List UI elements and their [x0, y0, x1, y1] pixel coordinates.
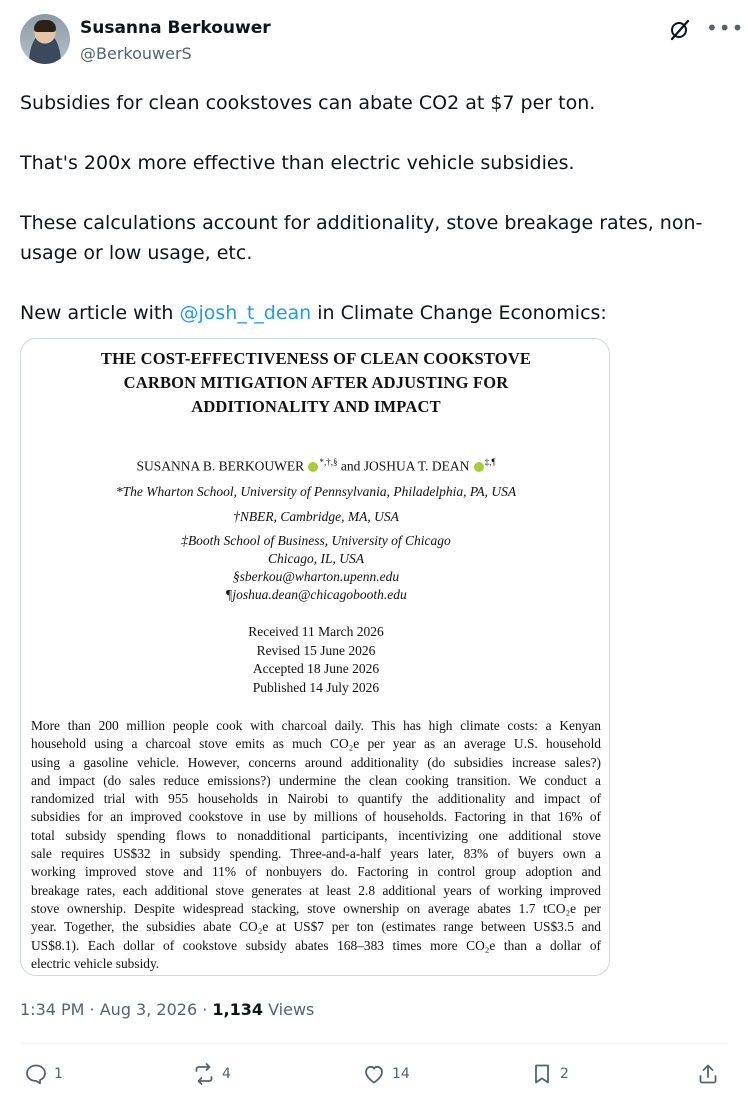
abstract-line: year. Together, the subsidies abate CO₂e at US$7 per ton (estimates range between US$3.5 and [31, 919, 601, 935]
date-published: Published 14 July 2026 [252, 679, 380, 695]
reply-button[interactable] [24, 1058, 63, 1090]
repost-count: 4 [222, 1066, 231, 1082]
avatar[interactable] [20, 14, 70, 64]
paper-and: and [337, 458, 364, 474]
paper-title-line: CARBON MITIGATION AFTER ADJUSTING FOR [123, 373, 509, 392]
email: ¶joshua.dean@chicagobooth.edu [225, 587, 407, 602]
reply-icon [24, 1062, 48, 1086]
abstract-line: randomized trial with 955 households in Nairobi to quantify the additionality and impact of [31, 791, 601, 807]
bookmark-icon [530, 1062, 554, 1086]
views-count: 1,134 [212, 1000, 263, 1019]
bookmark-button[interactable] [530, 1058, 569, 1090]
author-name[interactable]: Susanna Berkouwer [80, 18, 271, 38]
grok-icon[interactable] [668, 18, 692, 42]
like-icon [362, 1062, 386, 1086]
like-button[interactable] [362, 1058, 410, 1090]
affiliation: *The Wharton School, University of Pennsylvania, Philadelphia, PA, USA [115, 484, 517, 499]
email: §sberkou@wharton.upenn.edu [232, 569, 400, 584]
paper-dates [21, 623, 610, 697]
repost-button[interactable] [192, 1058, 231, 1090]
tweet-header [20, 14, 745, 66]
tweet-meta [20, 1000, 314, 1019]
abstract-line: stove ownership. Despite widespread stacking, stove ownership on average abates 1.7 tCO₂e per [31, 900, 601, 916]
author-handle[interactable]: @BerkouwerS [80, 44, 192, 63]
tweet-line: Subsidies for clean cookstoves can abate CO2 at $7 per ton. [20, 92, 596, 114]
date-received: Received 11 March 2026 [248, 624, 384, 639]
abstract-line: US$8.1). Each dollar of cookstove subsidy abates 168–383 times more CO₂e than a dollar of [31, 937, 601, 953]
paper-author: SUSANNA B. BERKOUWER [136, 458, 305, 474]
more-icon[interactable]: ••• [706, 16, 745, 40]
paper-abstract [31, 717, 601, 973]
affiliation: Chicago, IL, USA [268, 551, 364, 566]
action-bar [20, 1058, 728, 1090]
abstract-line: household using a charcoal stove emits as much CO₂e per year as an average U.S. household [31, 736, 601, 752]
views-label: Views [263, 1000, 315, 1019]
bookmark-count: 2 [560, 1066, 569, 1082]
abstract-line: sale requires US$32 in subsidy spending. Three-and-a-half years later, 83% of buyers own a [31, 846, 601, 862]
timestamp[interactable]: 1:34 PM · Aug 3, 2026 · [20, 1000, 213, 1019]
author-marks: ‡,¶ [484, 457, 496, 467]
paper-title-line: ADDITIONALITY AND IMPACT [191, 397, 441, 416]
orcid-icon [474, 462, 484, 472]
tweet-line: These calculations account for additionality, stove breakage rates, non- [20, 212, 703, 234]
paper-title [21, 347, 610, 419]
divider [20, 1043, 728, 1044]
abstract-line: breakage rates, each additional stove generates at least 2.8 additional years of working improved [31, 882, 601, 898]
tweet-line [20, 298, 720, 328]
reply-count: 1 [54, 1066, 63, 1082]
paper-author: JOSHUA T. DEAN [363, 458, 470, 474]
repost-icon [192, 1062, 216, 1086]
tweet-text [20, 88, 720, 328]
abstract-line: using a gasoline vehicle. However, concerns around additionality (do subsidies increase sales?) [31, 754, 601, 770]
date-revised: Revised 15 June 2026 [256, 642, 376, 658]
abstract-line: subsidies for an improved cookstove in use by millions of households. Factoring in that 16% of [31, 809, 601, 825]
abstract-line: working improved stove and 11% of nonbuyers do. Factoring in control group adoption and [31, 864, 601, 880]
affiliation: ‡Booth School of Business, University of Chicago [181, 533, 451, 548]
paper-authors [21, 457, 610, 475]
abstract-line: electric vehicle subsidy. [31, 955, 160, 971]
affiliation: †NBER, Cambridge, MA, USA [233, 509, 399, 524]
share-icon [696, 1062, 720, 1086]
tweet-line: usage or low usage, etc. [20, 242, 253, 264]
orcid-icon [308, 462, 318, 472]
share-button[interactable] [696, 1058, 720, 1090]
abstract-line: and impact (do sales reduce emissions?) undermine the clean cooking transition. We conduct a [31, 772, 601, 788]
abstract-line: More than 200 million people cook with charcoal daily. This has high climate costs: a Kenyan [31, 718, 601, 733]
paper-title-line: THE COST-EFFECTIVENESS OF CLEAN COOKSTOVE [100, 349, 532, 368]
author-marks: *,†,§ [319, 457, 338, 467]
media-card[interactable] [20, 338, 610, 976]
tweet-text-fragment: in Climate Change Economics: [311, 302, 607, 324]
tweet-text-fragment: New article with [20, 302, 180, 324]
date-accepted: Accepted 18 June 2026 [252, 661, 380, 676]
tweet-line: That's 200x more effective than electric vehicle subsidies. [20, 152, 575, 174]
like-count: 14 [392, 1066, 410, 1082]
mention-link[interactable]: @josh_t_dean [179, 302, 312, 324]
abstract-line: total subsidy spending flows to nonadditional participants, incentivizing one additional stove [31, 827, 601, 843]
